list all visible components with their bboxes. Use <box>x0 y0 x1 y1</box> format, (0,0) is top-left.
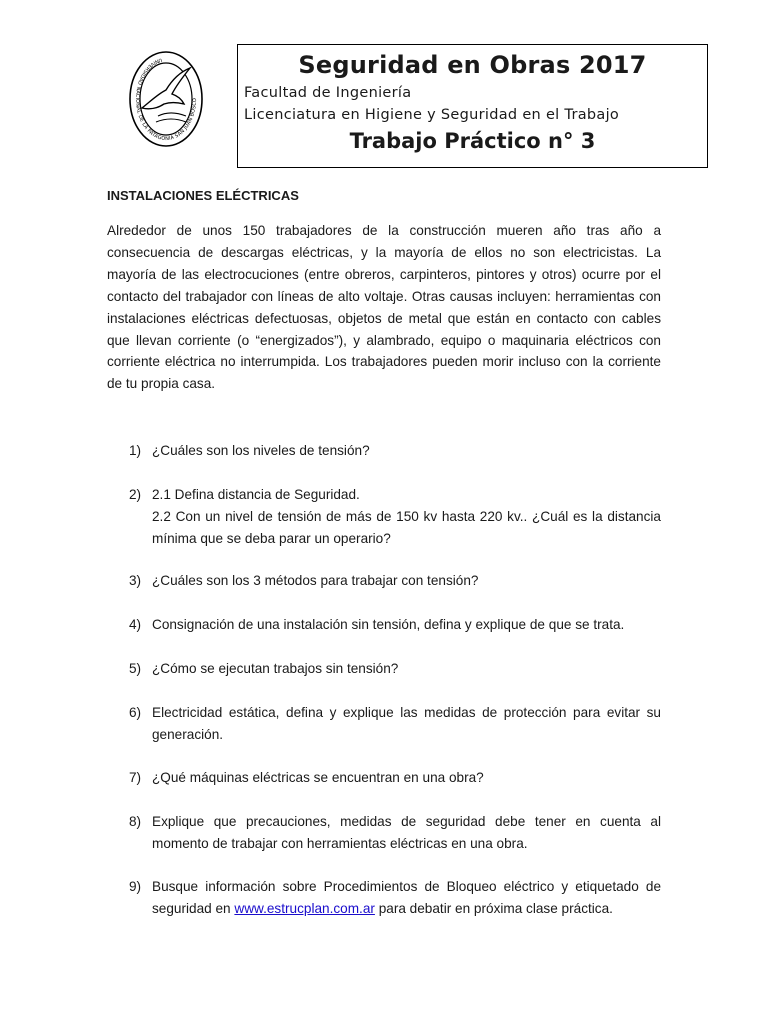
question-number: 2) <box>129 487 142 502</box>
question-number: 7) <box>129 770 142 785</box>
question-part-2-1: 2.1 Defina distancia de Seguridad. <box>152 487 360 502</box>
question-number: 3) <box>129 573 142 588</box>
logo-ring-text: UNIVERSIDAD NACIONAL DE LA PATAGONIA SAN JUAN BOSCO <box>133 56 199 143</box>
question-9-text-start: Busque información sobre Procedimientos de Bloqueo eléctrico y etiquetado de seguridad en <box>152 879 661 916</box>
question-text: ¿Cuáles son los 3 métodos para trabajar con tensión? <box>152 573 479 588</box>
intro-paragraph: Alrededor de unos 150 trabajadores de la construcción mueren año tras año a consecuencia de descargas eléctricas, y la mayoría de ellos no son electricistas. La mayoría de las electrocuciones (entre obreros, carpinteros, pintores y otros) ocurre por el contacto del trabajador con líneas de alto voltaje. Otras causas incluyen: herramientas con instalaciones eléctricas defectuosas, objetos de metal que están en contacto con cables que llevan corriente (o “energizados”), y alambrado, equipo o maquinaria eléctricos con corriente eléctrica no interrumpida. Los trabajadores pueden morir incluso con la corriente de tu propia casa. <box>107 223 661 392</box>
question-number: 9) <box>129 879 142 894</box>
assignment-title: Trabajo Práctico n° 3 <box>349 129 596 153</box>
question-number: 6) <box>129 705 142 720</box>
question-text: ¿Qué máquinas eléctricas se encuentran en una obra? <box>152 770 484 785</box>
university-logo <box>128 50 204 148</box>
question-number: 8) <box>129 814 142 829</box>
question-text: Electricidad estática, defina y explique las medidas de protección para evitar su generación. <box>152 705 661 742</box>
question-text: Explique que precauciones, medidas de seguridad debe tener en cuenta al momento de trabajar con herramientas eléctricas en una obra. <box>152 814 661 851</box>
faculty-name: Facultad de Ingeniería <box>244 85 412 101</box>
question-text: ¿Cuáles son los niveles de tensión? <box>152 443 370 458</box>
degree-name: Licenciatura en Higiene y Seguridad en el Trabajo <box>244 107 620 123</box>
question-part-2-2: 2.2 Con un nivel de tensión de más de 150 kv hasta 220 kv.. ¿Cuál es la distancia mínima que se deba parar un operario? <box>152 508 661 546</box>
question-text <box>152 484 661 550</box>
question-number: 1) <box>129 443 142 458</box>
question-text: ¿Cómo se ejecutan trabajos sin tensión? <box>152 661 399 676</box>
question-text <box>152 876 661 920</box>
header-box <box>237 44 708 168</box>
question-number: 5) <box>129 661 142 676</box>
question-number: 4) <box>129 617 142 632</box>
estrucplan-link[interactable]: www.estrucplan.com.ar <box>234 900 375 916</box>
question-text: Consignación de una instalación sin tensión, defina y explique de que se trata. <box>152 617 625 632</box>
question-9-text-end: para debatir en próxima clase práctica. <box>374 900 613 916</box>
bird-icon <box>142 68 190 109</box>
section-title: INSTALACIONES ELÉCTRICAS <box>107 188 299 203</box>
document-title: Seguridad en Obras 2017 <box>298 51 647 79</box>
